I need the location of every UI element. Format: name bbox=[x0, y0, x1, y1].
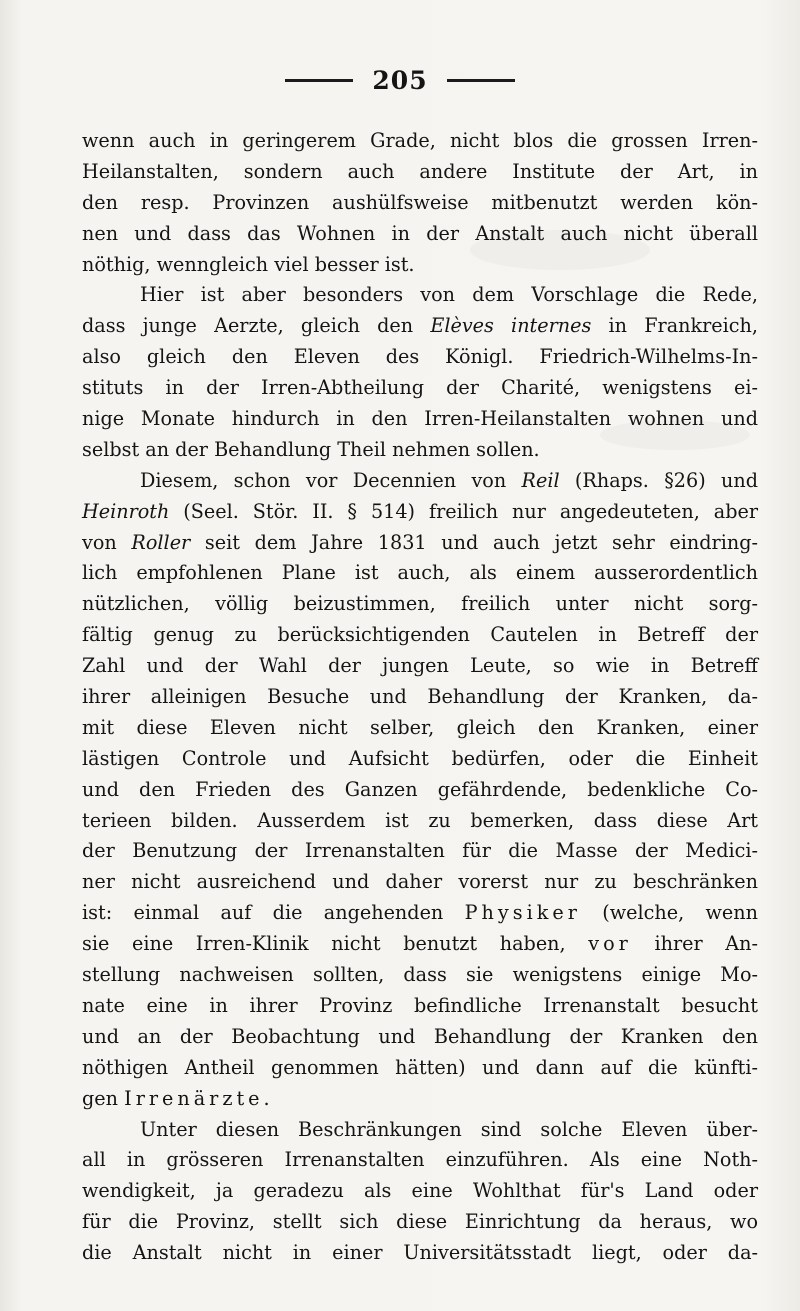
text-line: selbst an der Behandlung Theil nehmen sollen. bbox=[82, 437, 540, 461]
text-line: Diesem, schon vor Decennien von Reil (Rhaps. §26) und bbox=[140, 468, 759, 492]
text-line: stituts in der Irren-Abtheilung der Charité, wenigstens ei- bbox=[82, 376, 758, 400]
text-line: und an der Beobachtung und Behandlung der Kranken den bbox=[82, 1024, 758, 1048]
text-line: der Benutzung der Irrenanstalten für die Masse der Medici- bbox=[82, 839, 758, 863]
text-line: die Anstalt nicht in einer Universitätsstadt liegt, oder da- bbox=[82, 1241, 758, 1265]
text-line: sie eine Irren-Klinik nicht benutzt haben, vor ihrer An- bbox=[82, 932, 758, 956]
text-line: dass junge Aerzte, gleich den Elèves internes in Frankreich, bbox=[82, 314, 759, 338]
text-line: nöthig, wenngleich viel besser ist. bbox=[82, 252, 415, 276]
text-line: mit diese Eleven nicht selber, gleich den Kranken, einer bbox=[82, 715, 758, 739]
text-line: lästigen Controle und Aufsicht bedürfen, oder die Einheit bbox=[82, 746, 758, 770]
text-line: all in grösseren Irrenanstalten einzuführen. Als eine Noth- bbox=[82, 1148, 758, 1172]
text-line: nöthigen Antheil genommen hätten) und dann auf die künfti- bbox=[82, 1055, 758, 1079]
text-line: Heilanstalten, sondern auch andere Institute der Art, in bbox=[82, 159, 758, 183]
text-line: Zahl und der Wahl der jungen Leute, so wie in Betreff bbox=[82, 654, 758, 678]
body-text bbox=[82, 126, 758, 1269]
text-line: für die Provinz, stellt sich diese Einrichtung da heraus, wo bbox=[82, 1210, 758, 1234]
text-line: nützlichen, völlig beizustimmen, freilich unter nicht sorg- bbox=[82, 592, 758, 616]
header-rule-left bbox=[285, 79, 353, 82]
header-rule-right bbox=[447, 79, 515, 82]
page-header bbox=[0, 66, 800, 106]
text-line: fältig genug zu berücksichtigenden Cautelen in Betreff der bbox=[82, 623, 758, 647]
text-line: terieen bilden. Ausserdem ist zu bemerken, dass diese Art bbox=[82, 808, 758, 832]
text-line: ihrer alleinigen Besuche und Behandlung der Kranken, da- bbox=[82, 685, 758, 709]
text-line: von Roller seit dem Jahre 1831 und auch jetzt sehr eindring- bbox=[82, 530, 758, 554]
text-line: nige Monate hindurch in den Irren-Heilanstalten wohnen und bbox=[82, 407, 758, 431]
text-line: ner nicht ausreichend und daher vorerst nur zu beschränken bbox=[82, 870, 758, 894]
text-line: ist: einmal auf die angehenden Physiker (welche, wenn bbox=[82, 901, 758, 925]
text-line: wendigkeit, ja geradezu als eine Wohlthat für's Land oder bbox=[82, 1179, 758, 1203]
text-line: Hier ist aber besonders von dem Vorschlage die Rede, bbox=[140, 283, 758, 307]
text-line: also gleich den Eleven des Königl. Friedrich-Wilhelms-In- bbox=[82, 345, 758, 369]
text-line: Heinroth (Seel. Stör. II. § 514) freilich nur angedeuteten, aber bbox=[82, 499, 758, 523]
text-line: und den Frieden des Ganzen gefährdende, bedenkliche Co- bbox=[82, 777, 758, 801]
text-line: den resp. Provinzen aushülfsweise mitbenutzt werden kön- bbox=[82, 190, 758, 214]
text-line: gen Irrenärzte. bbox=[82, 1086, 270, 1110]
text-line: nen und dass das Wohnen in der Anstalt auch nicht überall bbox=[82, 221, 758, 245]
text-line: stellung nachweisen sollten, dass sie wenigstens einige Mo- bbox=[82, 963, 758, 987]
text-line: Unter diesen Beschränkungen sind solche Eleven über- bbox=[140, 1117, 758, 1141]
text-line: wenn auch in geringerem Grade, nicht blos die grossen Irren- bbox=[82, 129, 758, 152]
text-line: nate eine in ihrer Provinz befindliche Irrenanstalt besucht bbox=[82, 993, 758, 1017]
page-number: 205 bbox=[372, 66, 428, 95]
text-line: lich empfohlenen Plane ist auch, als einem ausserordentlich bbox=[82, 561, 758, 585]
